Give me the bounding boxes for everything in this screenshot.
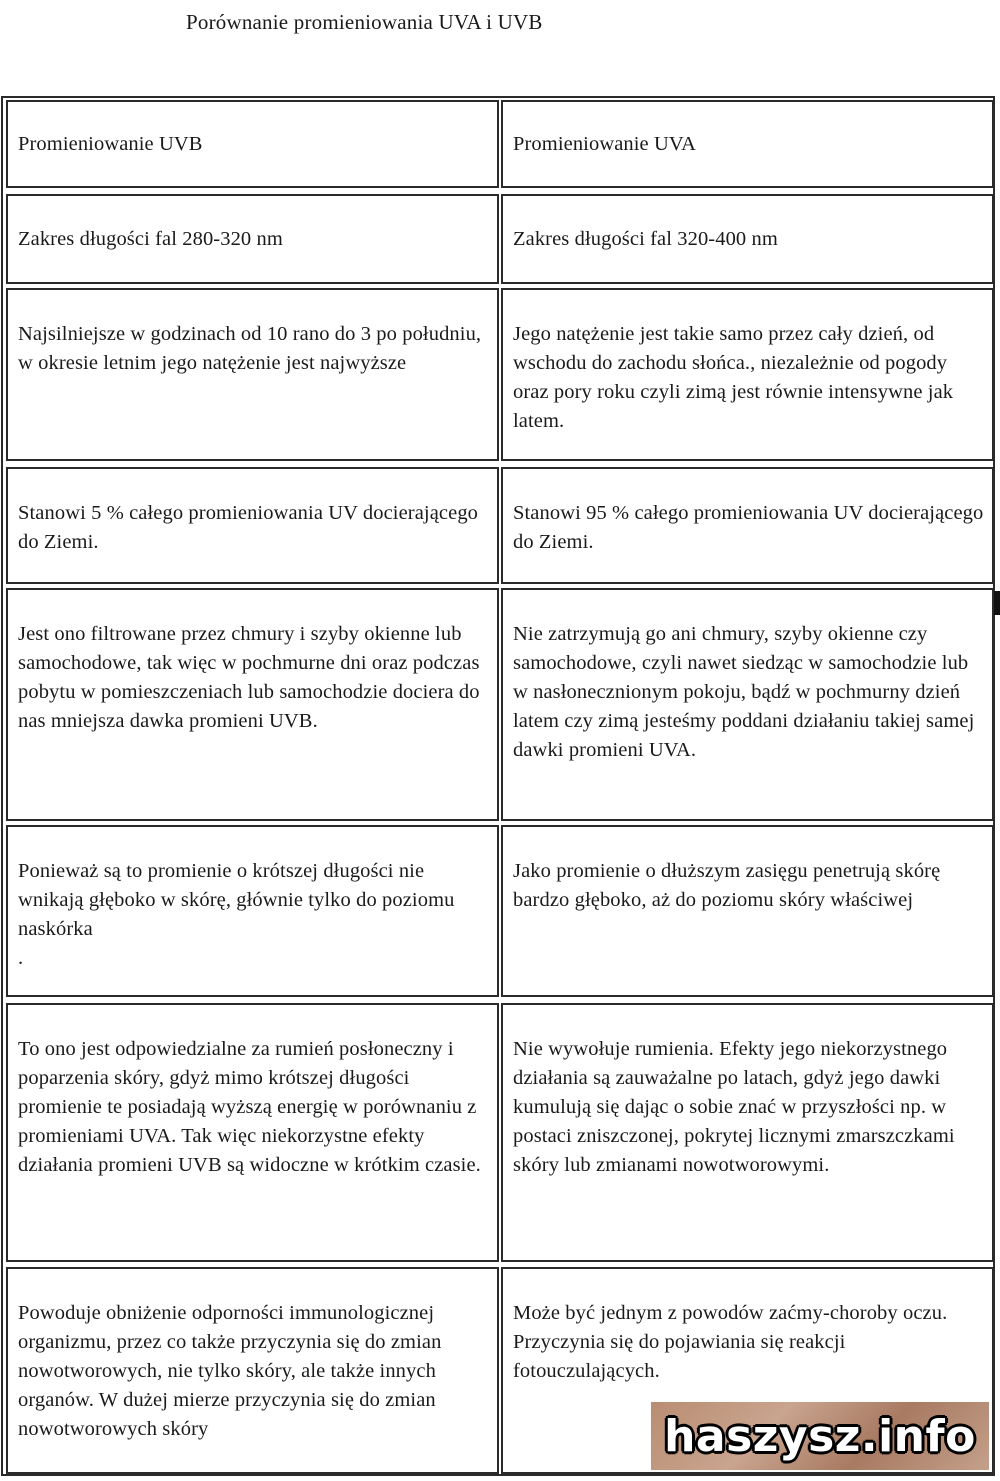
uvb-penetration-text: Ponieważ są to promienie o krótszej długości nie wnikają głęboko w skórę, głównie tylko do poziomu naskórka . [18,860,455,969]
table-cell-uva-wavelength [501,194,994,284]
table-cell-uva-filtering [501,588,994,821]
watermark-logo [651,1402,989,1470]
uva-wavelength-text: Zakres długości fal 320-400 nm [513,227,778,250]
uva-penetration-text: Jako promienie o dłuższym zasięgu penetrują skórę bardzo głęboko, aż do poziomu skóry właściwej [513,860,941,911]
table-cell-uva-header [501,100,994,188]
table-cell-uva-share [501,467,994,584]
table-cell-uvb-wavelength [6,194,499,284]
table-cell-uva-intensity [501,288,994,461]
uvb-effects-text: To ono jest odpowiedzialne za rumień posłoneczny i poparzenia skóry, gdyż mimo krótszej długości promienie te posiadają wyższą energię w porównaniu z promieniami UVA. Tak więc niekorzystne efekty działania promieni UVB są widoczne w krótkim czasie. [18,1038,481,1176]
uva-cataract-text: Może być jednym z powodów zaćmy-choroby oczu. Przyczynia się do pojawiania się reakcji fotouczulających. [513,1302,948,1382]
table-cell-uvb-penetration [6,825,499,997]
page-edge-marker [994,591,1000,615]
uva-filtering-text: Nie zatrzymują go ani chmury, szyby okienne czy samochodowe, czyli nawet siedząc w samochodzie lub w nasłonecznionym pokoju, bądź w pochmurny dzień latem czy zimą jesteśmy poddani działaniu takiej samej dawki promieni UVA. [513,623,975,761]
document-title: Porównanie promieniowania UVA i UVB [186,10,543,34]
table-cell-uva-effects [501,1003,994,1262]
uvb-filtering-text: Jest ono filtrowane przez chmury i szyby okienne lub samochodowe, tak więc w pochmurne dni oraz podczas pobytu w pomieszczeniach lub samochodzie dociera do nas mniejsza dawka promieni UVB. [18,623,480,732]
uva-share-text: Stanowi 95 % całego promieniowania UV docierającego do Ziemi. [513,502,984,553]
uvb-share-text: Stanowi 5 % całego promieniowania UV docierającego do Ziemi. [18,502,479,553]
table-cell-uvb-immunity [6,1267,499,1474]
uvb-intensity-text: Najsilniejsze w godzinach od 10 rano do 3 po południu, w okresie letnim jego natężenie jest najwyższe [18,323,482,374]
table-cell-uvb-effects [6,1003,499,1262]
uvb-immunity-text: Powoduje obniżenie odporności immunologicznej organizmu, przez co także przyczynia się do zmian nowotworowych, nie tylko skóry, ale także innych organów. W dużej mierze przyczynia się do zmian nowotworowych skóry [18,1302,442,1440]
watermark-text: haszysz.info [664,1410,976,1462]
table-cell-uvb-header [6,100,499,188]
table-cell-uvb-filtering [6,588,499,821]
comparison-table [1,96,995,1476]
uvb-header-text: Promieniowanie UVB [18,132,203,155]
uva-effects-text: Nie wywołuje rumienia. Efekty jego niekorzystnego działania są zauważalne po latach, gdyż jego dawki kumulują się dając o sobie znać w przyszłości np. w postaci zniszczonej, pokrytej licznymi zmarszczkami skóry lub zmianami nowotworowymi. [513,1038,955,1176]
uva-header-text: Promieniowanie UVA [513,132,697,155]
uvb-wavelength-text: Zakres długości fal 280-320 nm [18,227,283,250]
table-cell-uva-penetration [501,825,994,997]
table-cell-uvb-intensity [6,288,499,461]
table-cell-uvb-share [6,467,499,584]
uva-intensity-text: Jego natężenie jest takie samo przez cały dzień, od wschodu do zachodu słońca., niezależnie od pogody oraz pory roku czyli zimą jest równie intensywne jak latem. [513,323,954,432]
